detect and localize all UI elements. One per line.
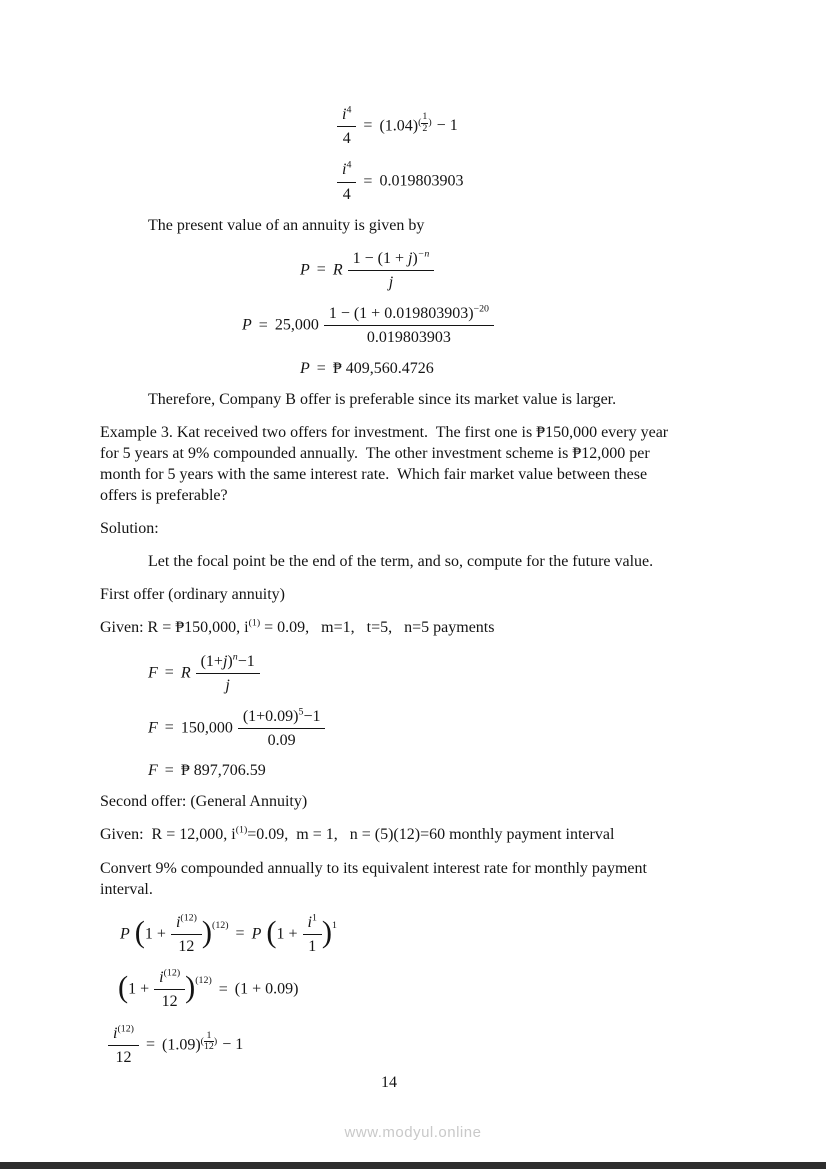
var-R: R	[332, 261, 343, 279]
mini-numerator: 1	[204, 1031, 214, 1042]
given2-line	[100, 824, 678, 845]
fraction-denominator: 4	[342, 185, 351, 203]
open-paren: (	[418, 117, 422, 129]
equation-fv-result	[148, 761, 678, 781]
outer-exponent-12: (12)	[195, 975, 212, 987]
rhs-value: (1 + 0.09)	[234, 980, 299, 998]
convert-intro-text: Convert 9% compounded annually to its equivalent interest rate for monthly payment interval.	[100, 859, 647, 898]
var-j: j	[222, 652, 228, 670]
exponent-4: 4	[346, 160, 352, 172]
exponent-12: (12)	[117, 1023, 134, 1035]
var-P: P	[251, 925, 262, 943]
equation-quarterly-rate-value	[337, 159, 678, 204]
fraction-denominator: 1	[308, 937, 317, 955]
equals-sign: =	[363, 172, 373, 190]
equals-sign: =	[316, 359, 326, 377]
numerator-base: 1 − (1 + 0.019803903)	[328, 305, 474, 323]
fraction-numerator	[196, 651, 260, 674]
equals-sign: =	[235, 925, 245, 943]
first-offer-heading: First offer (ordinary annuity)	[100, 586, 285, 604]
var-P: P	[120, 925, 130, 943]
big-open-paren: (	[134, 914, 145, 949]
fraction	[171, 912, 202, 957]
equation-fv-formula	[148, 651, 678, 696]
fraction-denominator: 12	[115, 1048, 132, 1066]
fraction-denominator: 0.019803903	[366, 329, 451, 347]
given2-pre: Given: R = 12,000, i	[100, 826, 236, 844]
fraction-numerator	[337, 159, 356, 182]
page-number: 14	[381, 1074, 397, 1091]
fraction	[238, 706, 326, 751]
fraction-i4-over-4	[337, 104, 356, 149]
big-close-paren: )	[321, 914, 333, 949]
solution-label: Solution:	[100, 520, 159, 538]
exponent-fraction	[418, 111, 432, 134]
minus-one: − 1	[436, 117, 458, 135]
fraction	[348, 248, 435, 293]
fraction-numerator	[238, 706, 326, 729]
big-close-paren: )	[201, 914, 213, 949]
fraction	[324, 303, 494, 348]
var-i: i	[159, 969, 164, 987]
fraction-i4-over-4	[337, 159, 356, 204]
numerator-post: )	[412, 249, 418, 267]
fraction-numerator	[337, 104, 356, 127]
var-P: P	[300, 359, 310, 377]
given2-superscript: (1)	[235, 825, 248, 837]
fraction-denominator: 12	[161, 993, 178, 1011]
equation-pv-substituted	[242, 303, 678, 348]
equals-sign: =	[164, 719, 174, 737]
mini-numerator: 1	[422, 111, 428, 123]
result-value: ₱ 409,560.4726	[332, 359, 434, 377]
var-i: i	[342, 161, 347, 179]
watermark-text: www.modyul.online	[344, 1124, 482, 1141]
numerator-pre: 1 − (1 +	[352, 249, 408, 267]
fraction-numerator	[108, 1023, 139, 1046]
equals-sign: =	[218, 980, 228, 998]
open-paren: (	[200, 1035, 204, 1047]
equals-sign: =	[164, 663, 174, 681]
equals-sign: =	[164, 762, 174, 780]
exponent-12: (12)	[163, 967, 181, 979]
fraction-numerator	[348, 248, 435, 271]
fraction	[303, 912, 322, 957]
equals-sign: =	[363, 117, 373, 135]
var-i: i	[175, 913, 181, 931]
given1-post: = 0.09, m=1, t=5, n=5 payments	[260, 619, 495, 637]
equals-sign: =	[316, 261, 326, 279]
fraction-numerator	[324, 303, 494, 326]
var-F: F	[148, 762, 158, 780]
example3-text: Example 3. Kat received two offers for investment. The first one is ₱150,000 every year for 5 years at 9% compounded annually. The other investment scheme is ₱12,000 per month for 5 years with the same interest rate. Which fair market value between these offers is preferable?	[100, 423, 673, 505]
rate-value: 0.019803903	[379, 172, 464, 190]
given1-line	[100, 617, 678, 638]
var-i: i	[307, 913, 312, 931]
coefficient: 25,000	[274, 316, 319, 334]
numerator-tail: −1	[303, 707, 321, 725]
one-plus: 1 +	[144, 925, 166, 943]
mini-denominator: 12	[203, 1041, 214, 1053]
equation-convert-2	[118, 967, 678, 1012]
equation-quarterly-rate	[337, 104, 678, 149]
numerator-pre: (1+	[200, 652, 223, 670]
equation-convert-3	[108, 1023, 678, 1068]
exponent-minus-n: −n	[417, 248, 430, 260]
given1-pre: Given: R = ₱150,000, i	[100, 619, 249, 637]
var-P: P	[300, 261, 310, 279]
page-bottom-edge	[0, 1162, 826, 1169]
pv-intro-text: The present value of an annuity is given by	[148, 216, 425, 234]
fraction-numerator	[154, 967, 185, 990]
exponent-minus-20: −20	[473, 303, 490, 315]
fraction-denominator: 0.09	[267, 732, 296, 750]
var-i: i	[113, 1024, 118, 1042]
coefficient: 150,000	[180, 719, 233, 737]
fraction	[196, 651, 260, 696]
outer-exponent-1: 1	[332, 919, 337, 931]
fraction-denominator: 4	[342, 130, 351, 148]
outer-exponent-12: (12)	[212, 919, 229, 931]
numerator-base: (1+0.09)	[242, 707, 299, 725]
fraction	[108, 1023, 139, 1068]
mini-denominator: 2	[422, 122, 428, 134]
var-F: F	[148, 719, 158, 737]
exponent-n: n	[232, 651, 238, 663]
equals-sign: =	[258, 316, 268, 334]
numerator-tail: −1	[237, 652, 255, 670]
exponent-fraction	[200, 1029, 218, 1053]
one-plus: 1 +	[128, 980, 150, 998]
fraction-denominator: j	[388, 274, 394, 292]
var-R: R	[180, 663, 191, 681]
second-offer-heading: Second offer: (General Annuity)	[100, 793, 308, 811]
exponent-5: 5	[298, 706, 304, 718]
fraction-numerator	[303, 912, 322, 935]
var-j: j	[407, 249, 413, 267]
numerator-post: )	[227, 652, 233, 670]
minus-one: − 1	[222, 1035, 244, 1053]
focal-point-text: Let the focal point be the end of the term, and so, compute for the future value.	[148, 553, 654, 571]
exponent-1: 1	[311, 912, 317, 924]
close-paren: )	[213, 1035, 218, 1047]
close-paren: )	[428, 117, 432, 129]
equation-fv-substituted	[148, 706, 678, 751]
base-value: (1.09)	[162, 1035, 201, 1053]
mini-fraction	[204, 1031, 214, 1053]
result-value: ₱ 897,706.59	[180, 762, 266, 780]
one-plus: 1 +	[276, 925, 298, 943]
fraction	[154, 967, 185, 1012]
fraction-numerator	[171, 912, 202, 935]
big-open-paren: (	[118, 970, 129, 1005]
conclusion-text: Therefore, Company B offer is preferable since its market value is larger.	[148, 390, 617, 408]
var-i: i	[342, 106, 347, 123]
var-F: F	[148, 663, 158, 681]
equals-sign: =	[145, 1035, 155, 1053]
equation-pv-formula	[300, 248, 678, 293]
given2-post: =0.09, m = 1, n = (5)(12)=60 monthly payment interval	[247, 826, 615, 844]
big-close-paren: )	[185, 970, 196, 1005]
fraction-denominator: j	[225, 676, 230, 694]
exponent-4: 4	[346, 104, 352, 116]
base-value: (1.04)	[379, 117, 419, 135]
given1-superscript: (1)	[248, 618, 261, 630]
equation-pv-result	[300, 359, 678, 379]
exponent-12: (12)	[180, 912, 197, 924]
fraction-denominator: 12	[178, 937, 195, 955]
big-open-paren: (	[266, 914, 277, 949]
var-P: P	[242, 316, 252, 334]
equation-convert-1	[120, 912, 678, 957]
